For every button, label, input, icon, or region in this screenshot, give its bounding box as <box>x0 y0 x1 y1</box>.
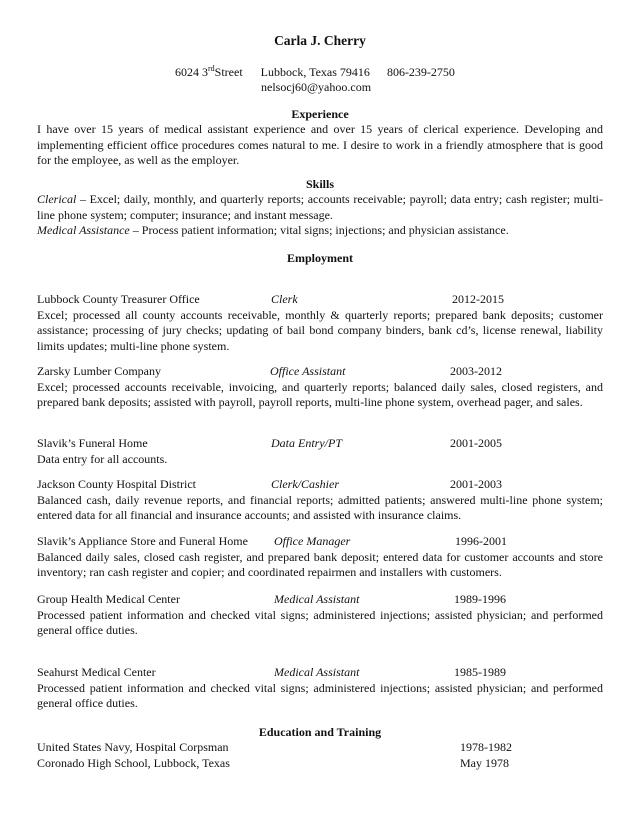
job-company: Slavik’s Appliance Store and Funeral Home <box>37 534 248 548</box>
job-description: Excel; processed accounts receivable, invoicing, and quarterly reports; balanced daily sales, closed registers, and prepared bank deposits; assisted with payroll, payroll reports, multi-line phone system, overhead pager, and sales. <box>37 379 603 409</box>
job-entry <box>37 436 603 467</box>
job-entry <box>37 292 603 354</box>
education-name: Coronado High School, Lubbock, Texas <box>37 755 230 770</box>
job-company: Lubbock County Treasurer Office <box>37 292 200 306</box>
experience-summary: I have over 15 years of medical assistant experience and over 15 years of clerical experience. Developing and implementing efficient office procedures comes natural to me. I desire to work in a friendly atmosphere that is good for the employee, as well as the employer. <box>37 122 603 167</box>
job-entry <box>37 534 603 581</box>
job-dates: 2001-2003 <box>450 477 502 491</box>
job-description: Processed patient information and checked vital signs; administered injections; assisted physician; and performed general office duties. <box>37 607 603 637</box>
skill-clerical: Clerical – Excel; daily, monthly, and quarterly reports; accounts receivable; payroll; data entry; cash register; multi-line phone system; computer; insurance; and instant message. <box>37 192 603 222</box>
job-entry <box>37 592 603 639</box>
job-dates: 2001-2005 <box>450 436 502 450</box>
skills-list <box>37 192 603 239</box>
job-entry <box>37 477 603 524</box>
job-dates: 2003-2012 <box>450 364 502 378</box>
job-description: Balanced cash, daily revenue reports, and financial reports; admitted patients; answered multi-line phone system; entered data for all financial and insurance accounts; and assisted with insurance claims. <box>37 492 603 522</box>
job-dates: 1989-1996 <box>454 592 506 606</box>
education-item <box>37 740 603 756</box>
job-description: Processed patient information and checked vital signs; administered injections; assisted physician; and performed general office duties. <box>37 680 603 710</box>
education-list <box>37 740 603 771</box>
job-description: Balanced daily sales, closed cash register, and prepared bank deposit; entered data for customer accounts and store inventory; ran cash register and copier; and coordinated repairmen and installers with customers. <box>37 549 603 579</box>
job-company: Group Health Medical Center <box>37 592 180 606</box>
job-title: Clerk/Cashier <box>271 477 339 491</box>
job-dates: 2012-2015 <box>452 292 504 306</box>
job-title: Medical Assistant <box>274 665 360 679</box>
city-state-zip: Lubbock, Texas 79416 <box>260 65 370 79</box>
experience-heading: Experience <box>291 107 349 121</box>
job-entry <box>37 665 603 712</box>
job-description: Excel; processed all county accounts receivable, monthly & quarterly reports; prepared bank deposits; customer assistance; processing of jury checks; updating of bail bond company binders, bank cd’s, license renewal, liability limits updates; multi-line phone system. <box>37 307 603 353</box>
skills-heading: Skills <box>305 177 335 191</box>
contact-address-line <box>175 65 455 81</box>
education-name: United States Navy, Hospital Corpsman <box>37 740 229 754</box>
email-address: nelsocj60@yahoo.com <box>261 80 372 94</box>
employment-heading: Employment <box>287 251 353 265</box>
job-company: Jackson County Hospital District <box>37 477 196 491</box>
job-title: Office Manager <box>274 534 351 548</box>
job-title: Medical Assistant <box>274 592 360 606</box>
phone-number: 806-239-2750 <box>386 65 455 79</box>
education-item <box>37 756 603 772</box>
job-company: Slavik’s Funeral Home <box>37 436 148 450</box>
job-company: Zarsky Lumber Company <box>37 364 161 378</box>
education-dates: May 1978 <box>460 755 509 770</box>
job-entry <box>37 364 603 411</box>
job-description: Data entry for all accounts. <box>37 451 168 466</box>
resume-name: Carla J. Cherry <box>274 33 366 48</box>
education-dates: 1978-1982 <box>460 740 512 754</box>
job-company: Seahurst Medical Center <box>37 665 156 679</box>
job-title: Data Entry/PT <box>271 436 342 450</box>
job-dates: 1996-2001 <box>455 534 507 548</box>
job-dates: 1985-1989 <box>454 665 506 679</box>
job-title: Office Assistant <box>270 364 346 378</box>
education-heading: Education and Training <box>258 725 382 739</box>
skill-medical: Medical Assistance – Process patient information; vital signs; injections; and physician assistance. <box>37 223 509 237</box>
street-address: 6024 3rdStreet <box>175 64 243 79</box>
job-title: Clerk <box>271 292 298 306</box>
